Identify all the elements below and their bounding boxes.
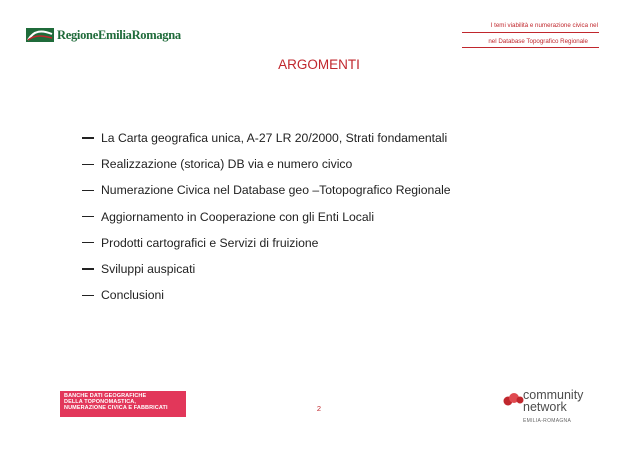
banner-line: NUMERAZIONE CIVICA E FABBRICATI: [64, 405, 168, 412]
regione-flag-icon: [26, 28, 54, 42]
topic-list: [82, 125, 602, 308]
banner-line: BANCHE DATI GEOGRAFICHE: [64, 393, 147, 399]
logo-line: network: [523, 399, 567, 414]
topic-text: Realizzazione (storica) DB via e numero civico: [101, 157, 353, 172]
header-divider-top: [462, 32, 599, 33]
topic-text: La Carta geografica unica, A-27 LR 20/2000, Strati fondamentali: [101, 131, 448, 145]
list-item: [82, 282, 602, 308]
page-number: 2: [316, 404, 322, 413]
dash-bullet-icon: [82, 216, 94, 217]
regione-logo: [26, 27, 181, 43]
header-subtitle-line1: I temi viabilità e numerazione civica nel: [490, 22, 598, 29]
header-subtitle: [448, 18, 598, 50]
dash-bullet-icon: [82, 295, 94, 296]
list-item: [82, 177, 602, 203]
list-item: [82, 256, 602, 282]
page-title: ARGOMENTI: [278, 57, 360, 72]
banner-line: DELLA TOPONOMASTICA,: [64, 399, 136, 406]
list-item: [82, 204, 602, 230]
community-circles-icon: [503, 392, 525, 406]
community-network-wordmark: [523, 390, 583, 413]
topic-text: Conclusioni: [101, 288, 165, 303]
header-subtitle-line2: nel Database Topografico Regionale: [488, 38, 588, 45]
dash-bullet-icon: [82, 242, 94, 243]
topic-text: Aggiornamento in Cooperazione con gli Enti Locali: [101, 209, 375, 224]
dash-bullet-icon: [82, 137, 94, 138]
list-item: [82, 125, 602, 151]
dash-bullet-icon: [82, 164, 94, 165]
community-network-logo: [503, 390, 583, 430]
logo-subtitle: EMILIA-ROMAGNA: [523, 418, 572, 424]
regione-logo-text: RegioneEmiliaRomagna: [57, 27, 181, 42]
dash-bullet-icon: [82, 268, 94, 269]
topic-text: Sviluppi auspicati: [101, 261, 196, 276]
header-divider-bottom: [462, 47, 599, 48]
topic-text: Prodotti cartografici e Servizi di fruizione: [101, 235, 319, 250]
dash-bullet-icon: [82, 190, 94, 191]
logo-line: community: [523, 388, 584, 402]
list-item: [82, 230, 602, 256]
list-item: [82, 151, 602, 177]
topic-text: Numerazione Civica nel Database geo –Totopografico Regionale: [101, 183, 451, 198]
